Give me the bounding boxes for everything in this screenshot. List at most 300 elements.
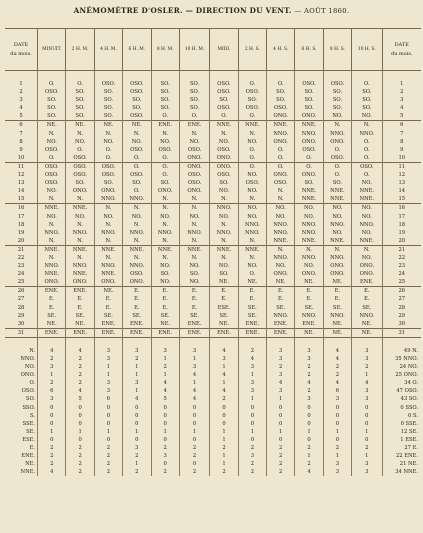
direction-cell: N. (267, 187, 295, 195)
direction-cell: E. (179, 304, 209, 312)
direction-cell: NNE. (352, 195, 382, 204)
direction-cell: E. (94, 295, 122, 303)
direction-cell: N. (323, 245, 351, 254)
direction-cell: N. (267, 245, 295, 254)
direction-cell: ENE. (38, 287, 66, 296)
date-cell: 8 (19, 138, 23, 145)
direction-cell: NNO. (267, 229, 295, 237)
direction-cell: O. (238, 270, 266, 278)
direction-cell: NO. (238, 138, 266, 146)
direction-cell: O. (94, 146, 122, 154)
direction-cell: SO. (66, 112, 94, 121)
count-cell: 4 (66, 347, 94, 355)
direction-cell: OSO. (38, 179, 66, 187)
count-cell: 2 (352, 444, 382, 452)
direction-cell: SE. (238, 304, 266, 312)
date-cell: 3 (19, 97, 23, 104)
direction-cell: OSO. (238, 88, 266, 96)
count-cell: 4 (323, 355, 351, 363)
direction-cell: ONO. (295, 171, 323, 179)
count-cell: 0 (151, 420, 179, 428)
date-cell: 25 (17, 279, 25, 286)
count-cell: 5 (151, 395, 179, 403)
direction-cell: N. (151, 254, 179, 262)
direction-cell: SE. (179, 312, 209, 320)
count-cell: 2 (123, 452, 151, 460)
summary-row (5, 363, 421, 371)
direction-cell: N. (66, 237, 94, 246)
direction-cell: ONO. (123, 278, 151, 287)
direction-cell: N. (210, 195, 238, 204)
count-cell: 1 (151, 371, 179, 379)
summary-row (5, 395, 421, 403)
direction-cell: OSO. (38, 146, 66, 154)
table-row (5, 171, 421, 179)
direction-cell: NO. (66, 213, 94, 221)
direction-cell: NNO. (352, 221, 382, 229)
summary-direction: NNE. (20, 469, 36, 476)
direction-cell: N. (295, 245, 323, 254)
count-cell: 3 (352, 387, 382, 395)
count-cell: 1 (238, 371, 266, 379)
direction-cell: SO. (179, 88, 209, 96)
direction-cell: SO. (210, 96, 238, 104)
count-cell: 0 (267, 420, 295, 428)
count-cell: 1 (123, 371, 151, 379)
direction-cell: SE. (238, 312, 266, 320)
summary-direction: NE. (25, 461, 36, 468)
table-row (5, 278, 421, 287)
summary-row (5, 404, 421, 412)
direction-cell: ONO. (295, 112, 323, 121)
direction-cell: ONO. (151, 187, 179, 195)
summary-direction: S. (30, 412, 36, 419)
direction-cell: O. (267, 80, 295, 88)
count-cell: 1 (94, 363, 122, 371)
summary-direction: O. (29, 380, 36, 387)
direction-cell: ONO. (295, 138, 323, 146)
direction-cell: NO. (323, 213, 351, 221)
count-cell: 0 (267, 412, 295, 420)
direction-cell: OSO. (66, 171, 94, 179)
count-cell: 1 (323, 428, 351, 436)
wind-direction-table (5, 28, 421, 476)
count-cell: 4 (267, 379, 295, 387)
direction-cell: NNO. (123, 262, 151, 270)
count-cell: 0 (179, 436, 209, 444)
table-row (5, 221, 421, 229)
direction-cell: NE. (352, 328, 382, 337)
total-cell: 43 SO. (382, 395, 421, 403)
direction-cell: O. (123, 162, 151, 171)
direction-cell: N. (210, 254, 238, 262)
direction-cell: SO. (66, 104, 94, 112)
direction-cell: NNE. (66, 270, 94, 278)
direction-cell: NE. (94, 287, 122, 296)
direction-cell: O. (238, 112, 266, 121)
direction-cell: OSO. (94, 162, 122, 171)
date-cell-right: 30 (382, 320, 421, 329)
direction-cell: NNO. (323, 312, 351, 320)
direction-cell: E. (66, 295, 94, 303)
direction-cell: NNE. (323, 195, 351, 204)
direction-cell: N. (123, 204, 151, 213)
direction-cell: NO. (38, 138, 66, 146)
direction-cell: ONO. (179, 187, 209, 195)
date-cell-right: 5 (382, 112, 421, 121)
table-row (5, 88, 421, 96)
col-header: 8 H. M. (151, 29, 179, 71)
table-row (5, 104, 421, 112)
count-cell: 1 (210, 379, 238, 387)
direction-cell: OSO. (210, 104, 238, 112)
count-cell: 0 (123, 412, 151, 420)
direction-cell: O. (267, 146, 295, 154)
summary-direction: NNO. (20, 356, 36, 362)
direction-cell: SO. (267, 96, 295, 104)
direction-cell: SE. (123, 312, 151, 320)
table-row (5, 179, 421, 187)
total-cell: 1 ESE. (382, 436, 421, 444)
date-cell: 13 (17, 180, 25, 187)
direction-cell: NNO. (267, 254, 295, 262)
direction-cell: N. (238, 195, 266, 204)
direction-cell: SO. (352, 104, 382, 112)
date-cell: 27 (17, 296, 25, 303)
count-cell: 2 (267, 444, 295, 452)
direction-cell: NNE. (267, 121, 295, 130)
direction-cell: E. (123, 287, 151, 296)
direction-cell: NE. (123, 121, 151, 130)
direction-cell: E. (238, 295, 266, 303)
direction-cell: SE. (352, 304, 382, 312)
direction-cell: SO. (123, 104, 151, 112)
table-row (5, 80, 421, 88)
direction-cell: NO. (123, 213, 151, 221)
direction-cell: E. (238, 287, 266, 296)
count-cell: 4 (38, 468, 66, 476)
total-cell: 12 SE. (382, 428, 421, 436)
direction-cell: NO. (179, 262, 209, 270)
count-cell: 1 (94, 428, 122, 436)
direction-cell: NNE. (151, 245, 179, 254)
count-cell: 2 (38, 452, 66, 460)
direction-cell: NO. (295, 213, 323, 221)
date-cell-right: 25 (382, 278, 421, 287)
spacer-row (5, 337, 421, 347)
date-cell-right: 6 (382, 121, 421, 130)
direction-cell: OSO. (210, 146, 238, 154)
direction-cell: NNO. (66, 229, 94, 237)
direction-cell: N. (151, 130, 179, 138)
count-cell: 0 (151, 412, 179, 420)
date-cell-right: 12 (382, 171, 421, 179)
count-cell: 1 (210, 363, 238, 371)
direction-cell: NNE. (295, 187, 323, 195)
direction-cell: O. (151, 171, 179, 179)
date-cell-right: 26 (382, 287, 421, 296)
count-cell: 2 (66, 363, 94, 371)
count-cell: 2 (38, 444, 66, 452)
direction-cell: NNE. (38, 245, 66, 254)
direction-cell: ENE. (295, 320, 323, 329)
direction-cell: N. (179, 221, 209, 229)
count-cell: 0 (210, 420, 238, 428)
direction-cell: NNE. (179, 245, 209, 254)
direction-cell: E. (267, 287, 295, 296)
count-cell: 4 (295, 379, 323, 387)
count-cell: 0 (323, 420, 351, 428)
direction-cell: NNE. (352, 237, 382, 246)
direction-cell: O. (66, 80, 94, 88)
direction-cell: ONO. (179, 154, 209, 163)
direction-cell: ONO. (267, 112, 295, 121)
count-cell: 1 (267, 428, 295, 436)
count-cell: 3 (123, 379, 151, 387)
count-cell: 0 (94, 420, 122, 428)
direction-cell: OSO. (38, 171, 66, 179)
direction-cell: OSO. (123, 270, 151, 278)
count-cell: 1 (238, 395, 266, 403)
count-cell: 2 (267, 460, 295, 468)
date-cell: 22 (17, 254, 25, 261)
direction-cell: NNO. (267, 221, 295, 229)
direction-cell: NNE. (210, 245, 238, 254)
direction-cell: SO. (123, 96, 151, 104)
direction-cell: NNO. (267, 312, 295, 320)
count-cell: 0 (267, 436, 295, 444)
summary-row (5, 428, 421, 436)
table-row (5, 187, 421, 195)
direction-cell: NNO. (210, 204, 238, 213)
direction-cell: NO. (210, 187, 238, 195)
summary-direction: SE. (26, 428, 36, 435)
date-cell: 23 (17, 263, 25, 270)
direction-cell: NNO. (352, 312, 382, 320)
date-cell-right: 24 (382, 270, 421, 278)
count-cell: 0 (238, 436, 266, 444)
count-cell: 3 (352, 347, 382, 355)
summary-row (5, 355, 421, 363)
date-cell-right: 16 (382, 204, 421, 213)
direction-cell: ENE. (267, 328, 295, 337)
count-cell: 0 (123, 436, 151, 444)
direction-cell: ONO. (323, 262, 351, 270)
table-row (5, 312, 421, 320)
direction-cell: NNO. (323, 221, 351, 229)
count-cell: 2 (267, 363, 295, 371)
table-row (5, 237, 421, 246)
count-cell: 3 (323, 395, 351, 403)
direction-cell: OSO. (179, 146, 209, 154)
direction-cell: NE. (94, 121, 122, 130)
date-cell: 21 (5, 245, 38, 254)
date-cell: 7 (19, 130, 23, 137)
direction-cell: SO. (179, 270, 209, 278)
direction-cell: ONO. (267, 171, 295, 179)
table-row (5, 254, 421, 262)
count-cell: 4 (179, 387, 209, 395)
direction-cell: ONO. (352, 270, 382, 278)
summary-direction: SSE. (22, 420, 36, 427)
direction-cell: NE. (66, 121, 94, 130)
count-cell: 1 (210, 460, 238, 468)
direction-cell: E. (352, 295, 382, 303)
direction-cell: O. (352, 154, 382, 163)
count-cell: 3 (179, 363, 209, 371)
count-cell: 3 (352, 395, 382, 403)
count-cell: 2 (238, 468, 266, 476)
direction-cell: O. (352, 171, 382, 179)
direction-cell: ONO. (66, 187, 94, 195)
date-cell-right: 4 (382, 104, 421, 112)
direction-cell: NNO. (267, 130, 295, 138)
count-cell: 1 (210, 436, 238, 444)
direction-cell: O. (267, 154, 295, 163)
count-cell: 3 (295, 355, 323, 363)
total-cell: 27 E. (382, 444, 421, 452)
table-row (5, 138, 421, 146)
direction-cell: NE. (151, 320, 179, 329)
daily-observations (5, 71, 421, 338)
direction-cell: N. (210, 237, 238, 246)
count-cell: 1 (352, 428, 382, 436)
summary-direction: SSO. (22, 404, 36, 411)
count-cell: 2 (123, 355, 151, 363)
direction-cell: NE. (323, 328, 351, 337)
count-cell: 3 (267, 355, 295, 363)
count-cell: 2 (267, 468, 295, 476)
count-cell: 0 (238, 420, 266, 428)
direction-cell: N. (238, 254, 266, 262)
direction-cell: NO. (238, 187, 266, 195)
date-cell-right: 10 (382, 154, 421, 163)
count-cell: 3 (123, 347, 151, 355)
table-row (5, 154, 421, 163)
direction-cell: NNE. (352, 187, 382, 195)
date-cell-right: 8 (382, 138, 421, 146)
direction-cell: E. (179, 287, 209, 296)
direction-cell: NO. (323, 229, 351, 237)
direction-cell: SO. (295, 96, 323, 104)
direction-cell: NNO. (94, 195, 122, 204)
direction-cell: ENE. (94, 320, 122, 329)
count-cell: 2 (38, 460, 66, 468)
date-cell-right: 31 (382, 328, 421, 337)
date-cell: 17 (17, 213, 25, 220)
direction-cell: O. (295, 162, 323, 171)
direction-cell: N. (38, 130, 66, 138)
direction-cell: NO. (295, 262, 323, 270)
count-cell: 2 (38, 355, 66, 363)
direction-cell: SE. (295, 304, 323, 312)
direction-cell: NNE. (238, 121, 266, 130)
direction-cell: E. (123, 295, 151, 303)
count-cell: 2 (210, 395, 238, 403)
count-cell: 0 (238, 404, 266, 412)
date-header-left: DATE du mois. (5, 29, 38, 71)
direction-cell: O. (352, 138, 382, 146)
direction-cell: NNE. (94, 245, 122, 254)
direction-cell: OSO. (38, 88, 66, 96)
direction-cell: N. (352, 121, 382, 130)
direction-cell: N. (323, 121, 351, 130)
title-main: ANÉMOMÈTRE D'OSLER. — DIRECTION DU VENT. (73, 6, 292, 15)
total-cell: 49 N. (382, 347, 421, 355)
total-cell: 25 ONO. (382, 371, 421, 379)
summary-row (5, 371, 421, 379)
direction-cell: E. (295, 287, 323, 296)
count-cell: 6 (38, 387, 66, 395)
count-cell: 0 (179, 420, 209, 428)
count-cell: 4 (323, 347, 351, 355)
direction-cell: SE. (323, 304, 351, 312)
count-cell: 3 (352, 460, 382, 468)
count-cell: 0 (179, 412, 209, 420)
count-cell: 3 (179, 347, 209, 355)
total-cell: 22 ENE. (382, 452, 421, 460)
date-cell: 6 (5, 121, 38, 130)
direction-cell: N. (238, 130, 266, 138)
direction-cell: N. (94, 204, 122, 213)
direction-cell: NO. (38, 213, 66, 221)
col-header: 6 H. S. (295, 29, 323, 71)
direction-cell: SO. (179, 96, 209, 104)
count-cell: 4 (38, 347, 66, 355)
direction-cell: O. (295, 154, 323, 163)
direction-cell: N. (151, 195, 179, 204)
direction-cell: NO. (151, 262, 179, 270)
count-cell: 2 (210, 444, 238, 452)
direction-cell: OSO. (295, 146, 323, 154)
count-cell: 4 (295, 468, 323, 476)
summary-row (5, 436, 421, 444)
table-row (5, 295, 421, 303)
count-cell: 2 (94, 468, 122, 476)
direction-cell: OSO. (210, 88, 238, 96)
direction-cell: NNE. (66, 245, 94, 254)
count-cell: 1 (38, 371, 66, 379)
count-cell: 0 (123, 404, 151, 412)
direction-cell: NNE. (38, 204, 66, 213)
direction-cell: O. (151, 154, 179, 163)
count-cell: 3 (123, 444, 151, 452)
table-row (5, 204, 421, 213)
direction-cell: SO. (267, 88, 295, 96)
direction-cell: O. (267, 162, 295, 171)
spacer-row (5, 71, 421, 81)
direction-cell: NO. (179, 213, 209, 221)
direction-cell: SO. (38, 104, 66, 112)
count-cell: 2 (66, 371, 94, 379)
count-cell: 1 (123, 363, 151, 371)
count-cell: 0 (295, 404, 323, 412)
count-cell: 1 (123, 428, 151, 436)
summary-direction: E. (29, 445, 36, 452)
count-cell: 3 (151, 452, 179, 460)
table-row (5, 270, 421, 278)
direction-cell: OSO. (94, 80, 122, 88)
direction-cell: SE. (38, 312, 66, 320)
direction-cell: SO. (295, 88, 323, 96)
direction-cell: NO. (267, 213, 295, 221)
count-cell: 0 (267, 404, 295, 412)
direction-cell: NNE. (210, 121, 238, 130)
monthly-summary (5, 337, 421, 476)
count-cell: 2 (66, 468, 94, 476)
direction-cell: SO. (323, 104, 351, 112)
direction-cell: NO. (210, 138, 238, 146)
